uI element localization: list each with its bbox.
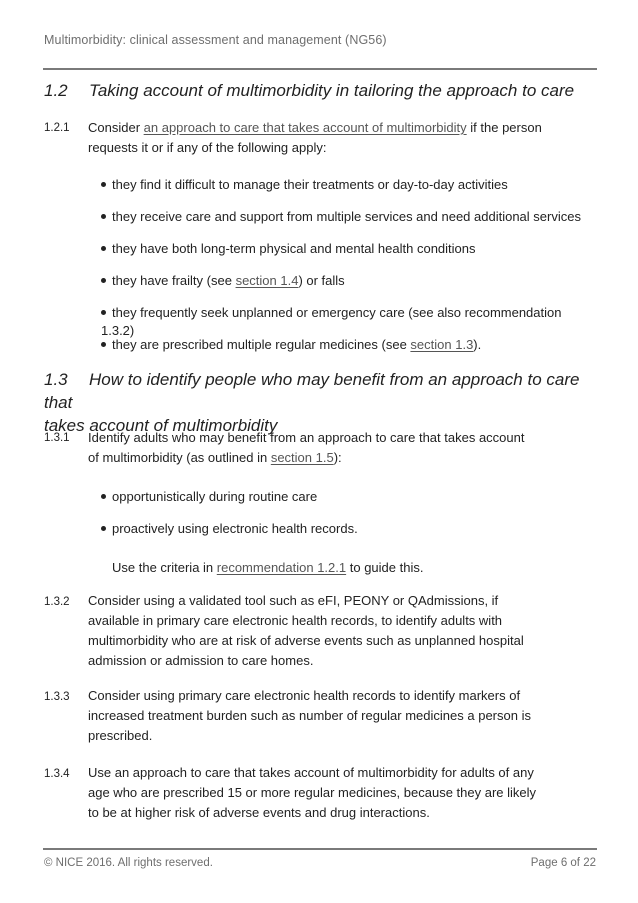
text-segment: Identify adults who may benefit from an approach to care that takes account of multimorbidity (as outlined in	[88, 430, 525, 465]
link-section-1-3[interactable]: section 1.3	[410, 337, 474, 352]
rec-number-1-2-1: 1.2.1	[44, 122, 70, 134]
text-segment: Use the criteria in	[112, 560, 217, 575]
list-item-text: they have both long-term physical and mental health conditions	[112, 241, 476, 256]
list-item	[101, 272, 591, 290]
rec-text-1-3-2: Consider using a validated tool such as eFI, PEONY or QAdmissions, if available in primary care electronic health records, to identify adults with multimorbidity who are at risk of adverse events such as unplanned hospital admission or admission to care homes.	[88, 593, 524, 668]
bullet-icon	[101, 214, 106, 219]
footer-page-number: Page 6 of 22	[530, 857, 596, 869]
bullet-icon	[101, 182, 106, 187]
footer-rule	[43, 848, 597, 850]
text-segment: to guide this.	[346, 560, 424, 575]
section-heading-1-3	[44, 368, 594, 437]
section-title: Taking account of multimorbidity in tailoring the approach to care	[89, 81, 575, 100]
list-item-text: opportunistically during routine care	[112, 489, 318, 504]
list-item-text: ).	[473, 337, 482, 352]
list-item-text: they are prescribed multiple regular medicines (see	[112, 337, 411, 352]
section-heading-1-2	[44, 79, 594, 102]
bullet-icon	[101, 246, 106, 251]
list-item-text: they have frailty (see	[112, 273, 236, 288]
section-number: 1.3	[44, 370, 68, 389]
rec-number-1-3-3: 1.3.3	[44, 691, 70, 703]
link-section-1-5[interactable]: section 1.5	[270, 450, 334, 465]
bullet-icon	[101, 342, 106, 347]
link-recommendation-1-2-1[interactable]: recommendation 1.2.1	[216, 560, 347, 575]
list-item-text: they find it difficult to manage their treatments or day-to-day activities	[112, 177, 508, 192]
list-item-text: they receive care and support from multiple services and need additional services	[112, 209, 581, 224]
list-item	[101, 240, 591, 258]
section-number: 1.2	[44, 81, 68, 100]
link-section-1-4[interactable]: section 1.4	[235, 273, 299, 288]
rec-number-1-3-2: 1.3.2	[44, 596, 70, 608]
rec-note-1-3-1	[112, 558, 572, 578]
running-header: Multimorbidity: clinical assessment and management (NG56)	[44, 33, 387, 47]
rec-number-1-3-1: 1.3.1	[44, 432, 70, 444]
bullet-icon	[101, 310, 106, 315]
header-rule	[43, 68, 597, 70]
text-segment: ):	[333, 450, 342, 465]
rec-text-1-3-3: Consider using primary care electronic health records to identify markers of increased treatment burden such as number of regular medicines a person is prescribed.	[88, 688, 531, 743]
text-segment: if the person requests it or if any of the following apply:	[88, 120, 542, 155]
list-item	[101, 208, 591, 226]
list-item	[101, 520, 591, 538]
bullet-icon	[101, 526, 106, 531]
bullet-icon	[101, 494, 106, 499]
list-item	[101, 304, 591, 340]
list-item	[101, 488, 591, 506]
bullet-icon	[101, 278, 106, 283]
rec-text-1-2-1	[88, 118, 548, 158]
list-item-text: they frequently seek unplanned or emergency care (see also recommendation 1.3.2)	[101, 305, 562, 338]
list-item-text: ) or falls	[298, 273, 345, 288]
text-segment: Consider	[88, 120, 144, 135]
link-multimorbidity-approach[interactable]: an approach to care that takes account of multimorbidity	[143, 120, 467, 135]
footer-copyright: © NICE 2016. All rights reserved.	[44, 857, 213, 869]
list-item-text: proactively using electronic health records.	[112, 521, 358, 536]
section-title-line1: How to identify people who may benefit from an approach to care that	[44, 370, 580, 412]
section-title-line2: takes account of multimorbidity	[44, 416, 278, 435]
rec-number-1-3-4: 1.3.4	[44, 768, 70, 780]
list-item	[101, 176, 591, 194]
list-item	[101, 336, 591, 354]
rec-text-1-3-1	[88, 428, 538, 468]
rec-text-1-3-4: Use an approach to care that takes account of multimorbidity for adults of any age who are prescribed 15 or more regular medicines, because they are likely to be at higher risk of adverse events and drug interactions.	[88, 765, 537, 820]
